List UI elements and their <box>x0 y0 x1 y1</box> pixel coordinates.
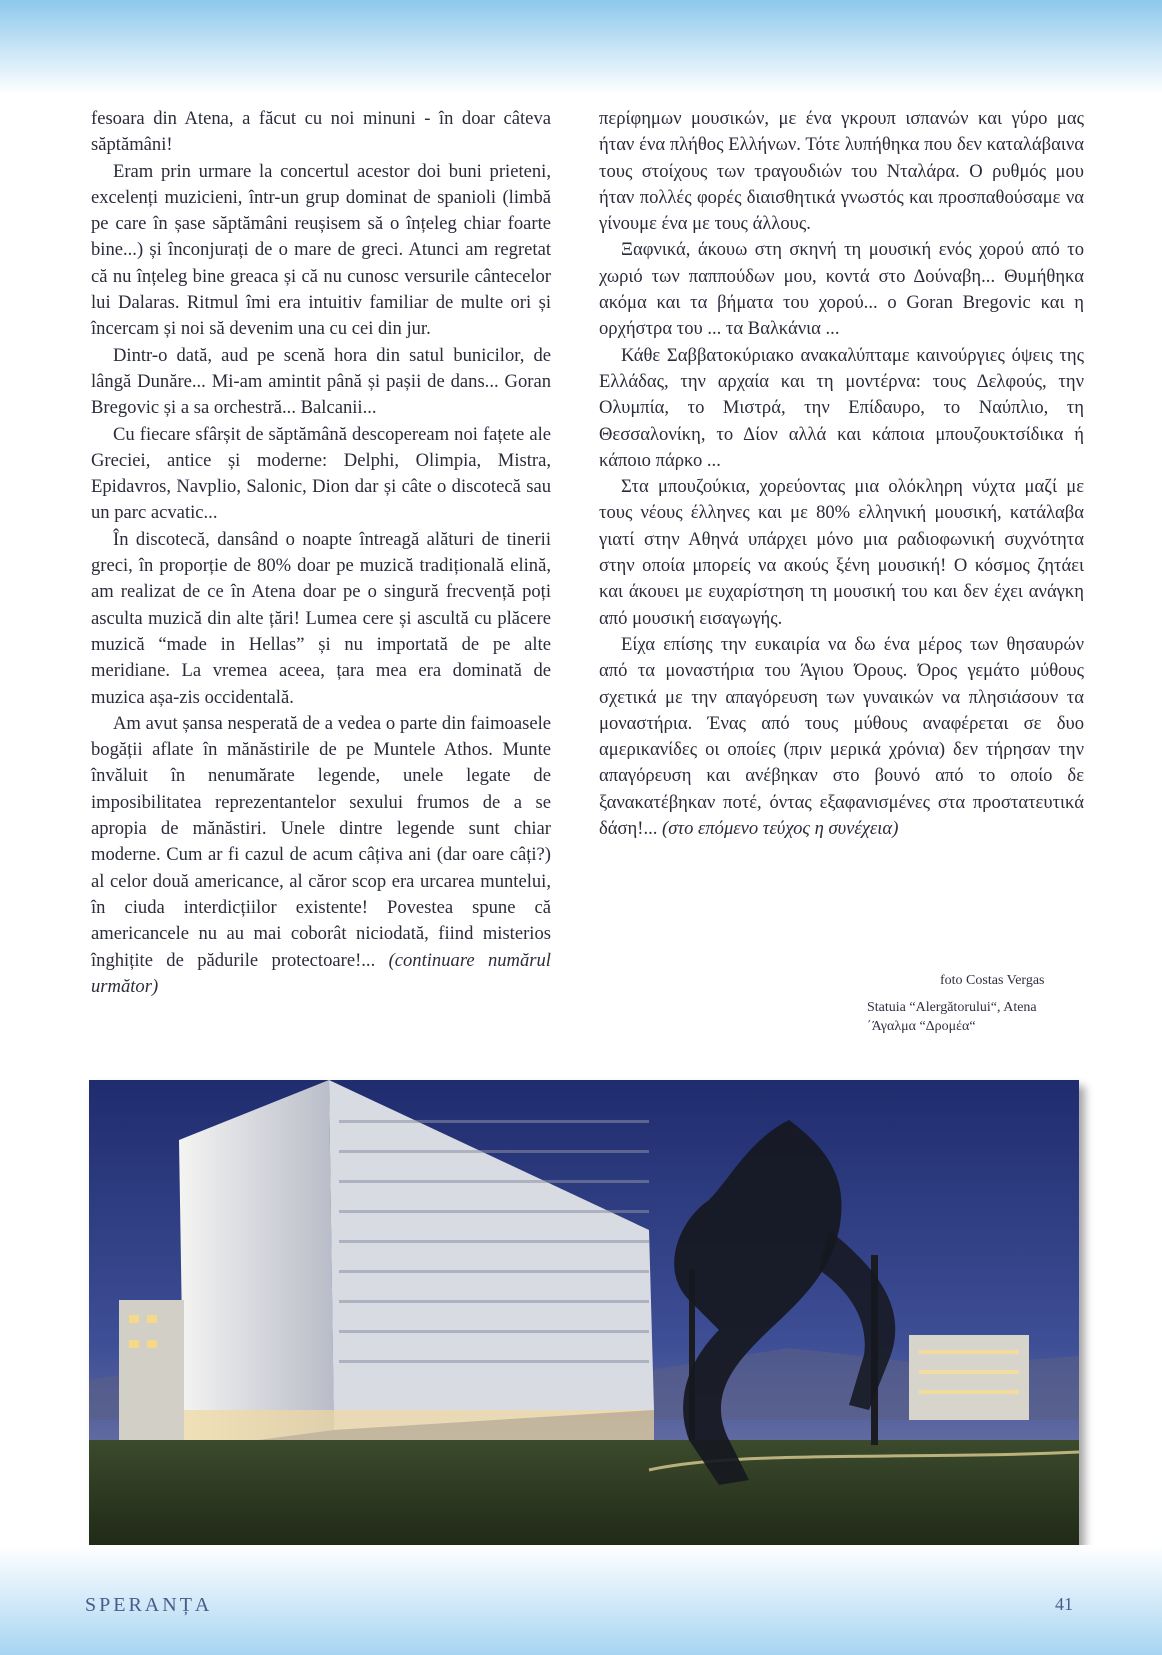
photo-caption-greek: ΄Άγαλμα “Δρομέα“ <box>867 1019 976 1034</box>
ro-paragraph: Dintr-o dată, aud pe scenă hora din satul bunicilor, de lângă Dunăre... Mi-am amintit până și pașii de dans... Goran Bregovic și a sa orchestră... Balcanii... <box>91 344 551 419</box>
ro-paragraph-text: Am avut șansa nesperată de a vedea o parte din faimoasele bogății aflate în mănăstirile de pe Muntele Athos. Munte învăluit în nenumărate legende, unele legate de imposibilitatea reprezentantelor sexului frumos de a se apropia de mănăstiri. Unele dintre legende sunt chiar moderne. Cum ar fi cazul de acum câțiva ani (dar oare câți?) al celor două americance, al căror scop era urcarea muntelui, în ciuda interdicțiilor existente! Povestea spune că americancele nu au mai coborât niciodată, fiind misterios înghițite de pădurile protectoare!... <box>91 712 551 971</box>
page-number: 41 <box>1055 1594 1073 1614</box>
ro-paragraph: Eram prin urmare la concertul acestor doi buni prieteni, excelenți muzicieni, într-un grup dominat de spanioli (limbă pe care în șase săptămâni reușisem să o înțeleg chiar foarte bine...) și înconjurați de o mare de greci. Atunci am regretat că nu înțeleg bine greaca și că nu cunosc versurile cântecelor lui Dalaras. Ritmul îmi era intuitiv familiar de multe ori și încercam și noi să devenim una cu cei din jur. <box>91 160 551 340</box>
photo-hilton-runner-statue <box>89 1080 1079 1565</box>
gr-continuation-note: (στο επόμενο τεύχος η συνέχεια) <box>662 818 899 840</box>
header-gradient-band <box>0 0 1162 95</box>
gr-paragraph-text: Είχα επίσης την ευκαιρία να δω ένα μέρος των θησαυρών από τα μοναστήρια του Άγιου Όρους. Όρος γεμάτο μύθους σχετικά με την απαγόρευση των γυναικών να πλησιάσουν τα μοναστήρια. Ένας από τους μύθους αναφέρεται σε δυο αμερικανίδες οι οποίες (πριν μερικά χρόνια) δεν τήρησαν την απαγόρευση και ανέβηκαν στο βουνό από το οποίο δε ξανακατέβηκαν ποτέ, όντας εξαφανισμένες στα προστατευτικά δάση!... <box>599 633 1084 840</box>
ro-paragraph: fesoara din Atena, a făcut cu noi minuni - în doar câteva săptămâni! <box>91 108 551 156</box>
ro-paragraph: În discotecă, dansând o noapte întreagă alături de tinerii greci, în proporție de 80% doar pe muzică tradițională elină, am realizat de ce în Atena doar pe o singură frecvență poți asculta muzică din alte țări! Lumea cere și ascultă cu plăcere muzică “made in Hellas” și nu importată de pe alte meridiane. La vremea aceea, țara mea era dominată de muzica așa-zis occidentală. <box>91 528 551 708</box>
photo-illustration <box>89 1080 1079 1565</box>
photo-credit: foto Costas Vergas <box>940 973 1045 988</box>
photo-caption-romanian: Statuia “Alergătorului“, Atena <box>867 1000 1037 1015</box>
magazine-name: SPERANȚA <box>85 1594 213 1616</box>
gr-paragraph: Ξαφνικά, άκουω στη σκηνή τη μουσική ενός χορού από το χωριό των παππούδων μου, κοντά στο Δούναβη... Θυμήθηκα ακόμα και τα βήματα του χορού... ο Goran Bregovic και η ορχήστρα του ... τα Βαλκάνια ... <box>599 239 1084 340</box>
ro-continuation-note: (continuare numărul următor) <box>91 949 551 997</box>
ro-paragraph: Cu fiecare sfârșit de săptămână descopeream noi fațete ale Greciei, antice și moderne: Delphi, Olimpia, Mistra, Epidavros, Navplio, Salonic, Dion dar și câte o discotecă sau un parc acvatic... <box>91 423 551 524</box>
greek-column <box>599 106 1084 842</box>
ro-paragraph-last <box>91 711 551 1000</box>
gr-paragraph: Στα μπουζούκια, χορεύοντας μια ολόκληρη νύχτα μαζί με τους νέους έλληνες και με 80% ελληνική μουσική, κατάλαβα γιατί στην Αθηνά υπάρχει μόνο μια ραδιοφωνική συχνότητα στην οποία μπορείς να ακούς ξένη μουσική! Ο κόσμος ζητάει και άκουει με ευχαρίστηση τη μουσική του και δεν έχει ανάγκη από μουσική εισαγωγής. <box>599 476 1084 629</box>
romanian-column <box>91 106 551 1000</box>
gr-paragraph: περίφημων μουσικών, με ένα γκρουπ ισπανών και γύρο μας ήταν ένα πλήθος Ελλήνων. Τότε λυπήθηκα που δεν καταλάβαινα τους στοίχους των τραγουδιών του Νταλάρα. Ο ρυθμός μου ήταν πολλές φορές διαισθητικά γνωστός και προσπαθούσαμε να γίνουμε ένα με τους άλλους. <box>599 108 1084 235</box>
gr-paragraph: Κάθε Σαββατοκύριακο ανακαλύπταμε καινούργιες όψεις της Ελλάδας, την αρχαία και τη μοντέρνα: τους Δελφούς, την Ολυμπία, το Μιστρά, την Επίδαυρο, το Ναύπλιο, τη Θεσσαλονίκη, το Δίον αλλά και κάποια μπουζουκτσίδικα ή κάποιο πάρκο ... <box>599 344 1084 471</box>
gr-paragraph-last <box>599 632 1084 842</box>
